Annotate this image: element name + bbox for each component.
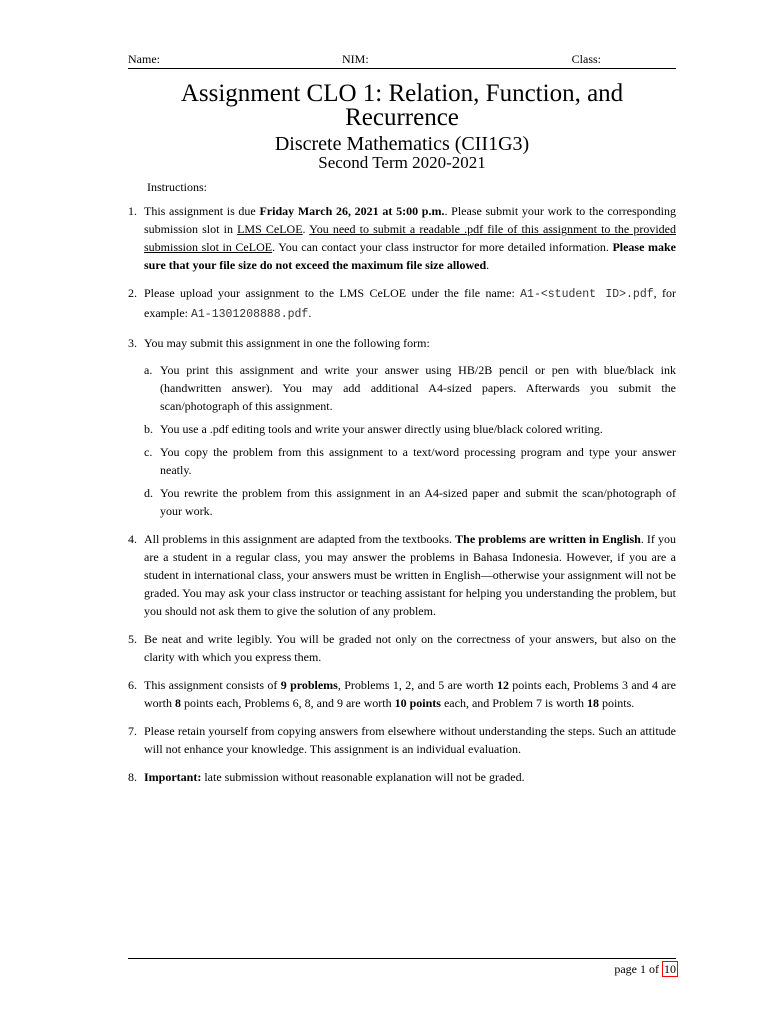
item-text: Please upload your assignment to the LMS CeLOE under the file name:: [144, 286, 521, 300]
language-note: The problems are written in English: [455, 532, 641, 546]
item-text: . Please submit your work to the corresponding submission slot in: [144, 204, 676, 236]
item-text: This assignment is due: [144, 204, 260, 218]
sub-item-letter: a.: [144, 363, 153, 377]
course-title: Discrete Mathematics (CII1G3): [274, 133, 530, 155]
list-item: [128, 768, 676, 786]
item-text: points each, Problems 3 and 4 are worth: [144, 678, 677, 710]
term-title: Second Term 2020-2021: [318, 153, 486, 172]
list-item: [128, 722, 676, 758]
points-value: 12: [496, 678, 509, 692]
item-text: .: [302, 222, 310, 236]
file-size-note: Please make sure that your file size do not exceed the maximum file size allowed: [144, 240, 677, 272]
item-number: 3.: [128, 336, 137, 350]
title-line-2: Recurrence: [345, 104, 459, 131]
item-number: 4.: [128, 532, 137, 546]
list-item: [128, 334, 676, 520]
points-value: 18: [586, 696, 599, 710]
list-item: [128, 530, 676, 620]
list-item: [128, 284, 676, 324]
problem-count: 9 problems: [280, 678, 338, 692]
item-text: .: [308, 306, 312, 320]
name-label: Name:: [128, 52, 160, 66]
submission-forms-list: [144, 361, 676, 520]
item-text: You may submit this assignment in one the following form:: [144, 336, 430, 350]
submission-note: You need to submit a readable .pdf file of this assignment to the provided submission slot in CeLOE: [144, 222, 676, 254]
item-text: each, and Problem 7 is worth: [440, 696, 587, 710]
important-label: Important:: [144, 770, 202, 784]
sub-list-item: [144, 361, 676, 415]
item-text: late submission without reasonable explanation will not be graded.: [201, 770, 525, 784]
sub-list-item: [144, 484, 676, 520]
item-number: 1.: [128, 204, 137, 218]
item-number: 8.: [128, 770, 137, 784]
sub-list-item: [144, 443, 676, 479]
item-text: points each, Problems 6, 8, and 9 are worth: [181, 696, 395, 710]
sub-item-letter: c.: [144, 445, 153, 459]
footer-rule: [128, 958, 676, 959]
item-text: , for example:: [144, 286, 676, 320]
list-item: [128, 630, 676, 666]
sub-item-text: You print this assignment and write your answer using HB/2B pencil or pen with blue/black ink (handwritten answer). You may add additional A4-sized papers. Afterwards you submit the scan/photograph of this assignment.: [160, 363, 676, 413]
title-line-1: Assignment CLO 1: Relation, Function, and: [180, 80, 624, 107]
instructions-label: Instructions:: [147, 180, 207, 194]
points-value: 10 points: [394, 696, 441, 710]
class-label: Class:: [571, 52, 601, 66]
due-date: Friday March 26, 2021 at 5:00 p.m.: [259, 204, 445, 218]
item-text: . You can contact your class instructor for more detailed information.: [272, 240, 613, 254]
item-number: 7.: [128, 724, 137, 738]
item-number: 5.: [128, 632, 137, 646]
item-text: points.: [598, 696, 635, 710]
page-number: page 1 of: [614, 962, 662, 976]
title-block: [128, 82, 676, 172]
file-name-pattern: A1-<student ID>.pdf: [520, 288, 654, 301]
item-text: All problems in this assignment are adapted from the textbooks.: [144, 532, 456, 546]
item-text: Be neat and write legibly. You will be graded not only on the correctness of your answers, but also on the clarity with which you express them.: [144, 632, 676, 664]
sub-list-item: [144, 420, 676, 438]
file-name-example: A1-1301208888.pdf: [190, 308, 309, 321]
assignment-title: [128, 82, 676, 130]
list-item: [128, 676, 676, 712]
instructions-list: [128, 202, 676, 796]
sub-item-text: You copy the problem from this assignment to a text/word processing program and type your answer neatly.: [160, 445, 676, 477]
page-header: [128, 52, 676, 69]
lms-link[interactable]: LMS CeLOE: [237, 222, 303, 236]
item-number: 2.: [128, 286, 137, 300]
list-item: [128, 202, 676, 274]
total-pages-link[interactable]: 10: [664, 962, 676, 976]
sub-item-letter: d.: [144, 486, 153, 500]
sub-item-letter: b.: [144, 422, 153, 436]
item-text: , Problems 1, 2, and 5 are worth: [337, 678, 497, 692]
item-text: Please retain yourself from copying answers from elsewhere without understanding the steps. Such an attitude will not enhance your knowledge. This assignment is an individual evaluation.: [144, 724, 676, 756]
item-number: 6.: [128, 678, 137, 692]
page-footer: [614, 962, 678, 977]
sub-item-text: You use a .pdf editing tools and write your answer directly using blue/black colored writing.: [160, 422, 603, 436]
item-text: . If you are a student in a regular class, you may answer the problems in Bahasa Indonesia. However, if you are a student in international class, your answers must be written in English—otherwise your assignment will not be graded. You may ask your class instructor or teaching assistant for helping you understanding the problem, but you should not ask them to give the solution of any problem.: [144, 532, 676, 618]
nim-label: NIM:: [342, 52, 369, 66]
item-text: This assignment consists of: [144, 678, 281, 692]
points-value: 8: [175, 696, 181, 710]
sub-item-text: You rewrite the problem from this assignment in an A4-sized paper and submit the scan/photograph of your work.: [160, 486, 676, 518]
item-text: .: [486, 258, 490, 272]
